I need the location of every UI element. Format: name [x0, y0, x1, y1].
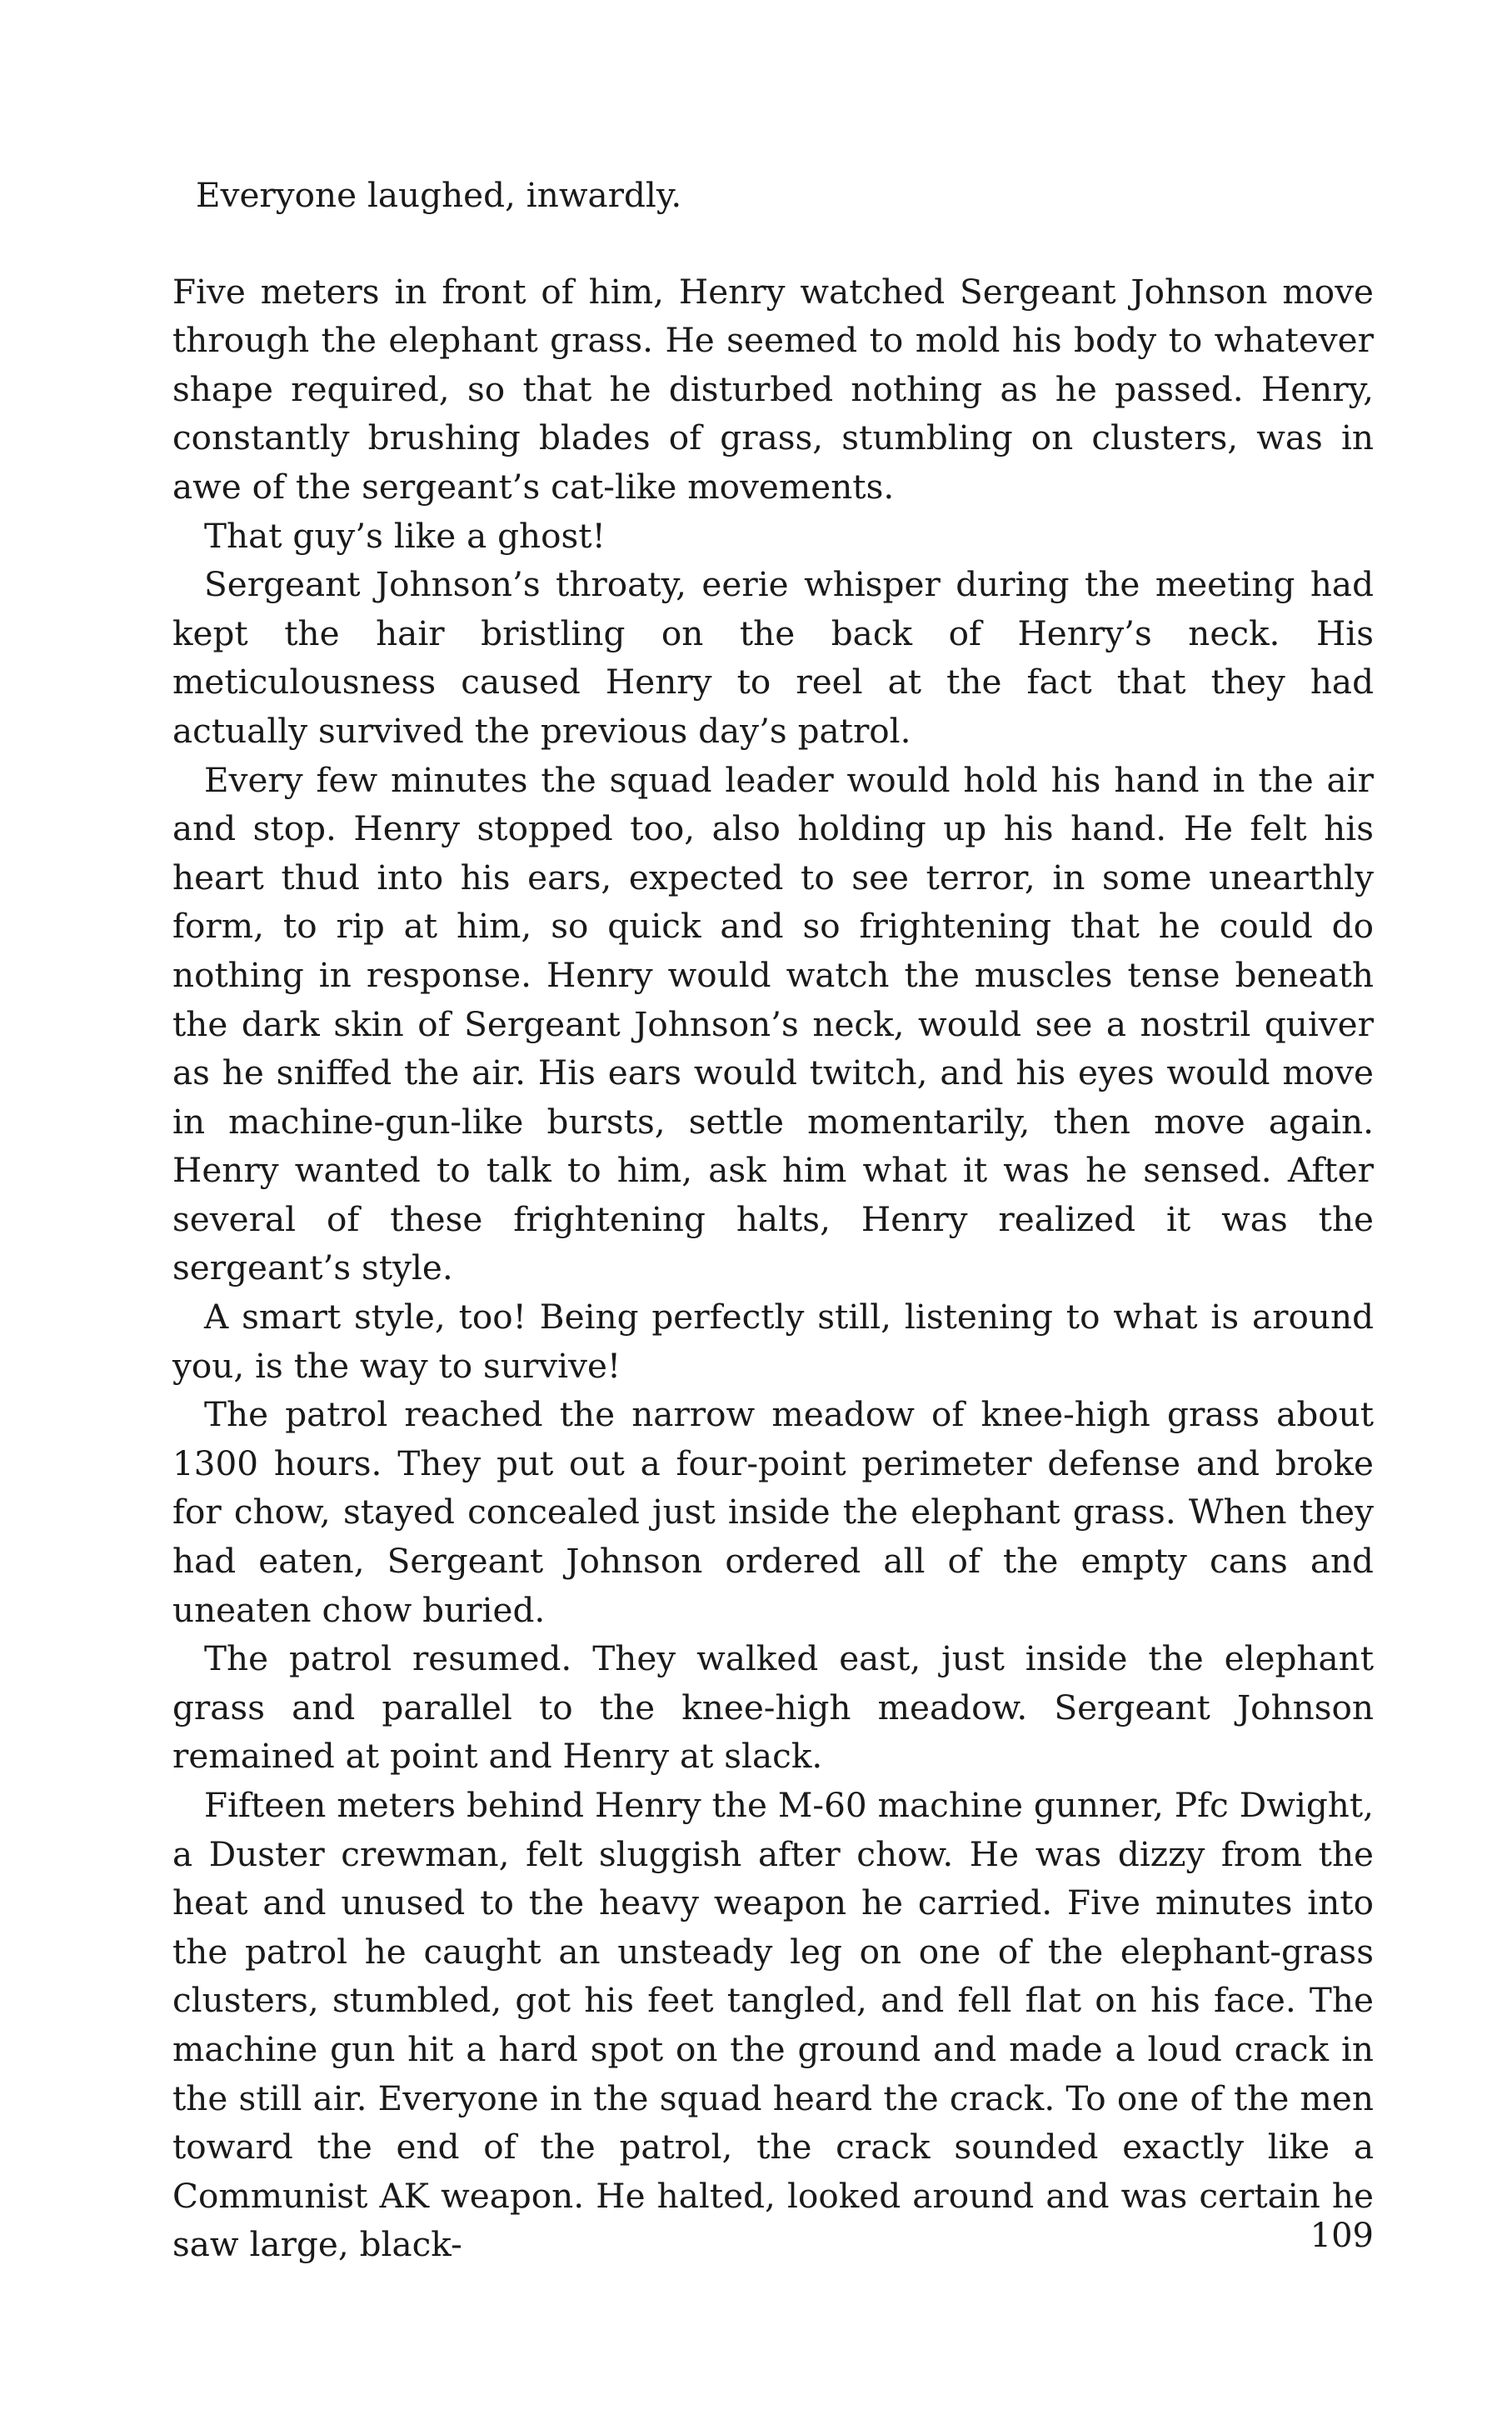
paragraph-4: Sergeant Johnson’s throaty, eerie whisper during the meeting had kept the hair bristling on the back of Henry’s neck. His meticulousness caused Henry to reel at the fact that they had actually survived the previous day’s patrol. — [172, 564, 1374, 751]
paragraph-1: Everyone laughed, inwardly. — [196, 175, 682, 215]
page-number: 109 — [1310, 2217, 1374, 2255]
paragraph-9: Fifteen meters behind Henry the M-60 machine gunner, Pfc Dwight, a Duster crewman, felt sluggish after chow. He was dizzy from the heat and unused to the heavy weapon he carried. Five minutes into the patrol he caught an unsteady leg on one of the elephant-grass clusters, stumbled, got his feet tangled, and fell flat on his face. The machine gun hit a hard spot on the ground and made a loud crack in the still air. Everyone in the squad heard the crack. To one of the men toward the end of the patrol, the crack sounded exactly like a Communist AK weapon. He halted, looked around and was certain he saw large, black- — [172, 1785, 1374, 2265]
paragraph-7: The patrol reached the narrow meadow of knee-high grass about 1300 hours. They put out a four-point perimeter defense and broke for chow, stayed concealed just inside the elephant grass. When they had eaten, Sergeant Johnson ordered all of the empty cans and uneaten chow buried. — [172, 1394, 1374, 1630]
paragraph-6: A smart style, too! Being perfectly still, listening to what is around you, is the way to survive! — [172, 1297, 1374, 1386]
paragraph-8: The patrol resumed. They walked east, just inside the elephant grass and parallel to the knee-high meadow. Sergeant Johnson remained at point and Henry at slack. — [172, 1638, 1374, 1777]
paragraph-5: Every few minutes the squad leader would hold his hand in the air and stop. Henry stopped too, also holding up his hand. He felt his heart thud into his ears, expected to see terror, in some unearthly form, to rip at him, so quick and so frightening that he could do nothing in response. Henry would watch the muscles tense beneath the dark skin of Sergeant Johnson’s neck, would see a nostril quiver as he sniffed the air. His ears would twitch, and his eyes would move in machine-gun-like bursts, settle momentarily, then move again. Henry wanted to talk to him, ask him what it was he sensed. After several of these frightening halts, Henry realized it was the sergeant’s style. — [172, 759, 1374, 1288]
paragraph-2: Five meters in front of him, Henry watched Sergeant Johnson move through the elephant grass. He seemed to mold his body to whatever shape required, so that he disturbed nothing as he passed. Henry, constantly brushing blades of grass, stumbling on clusters, was in awe of the sergeant’s cat-like movements. — [172, 271, 1374, 507]
body-text — [172, 171, 1374, 2269]
paragraph-3: That guy’s like a ghost! — [204, 515, 606, 556]
